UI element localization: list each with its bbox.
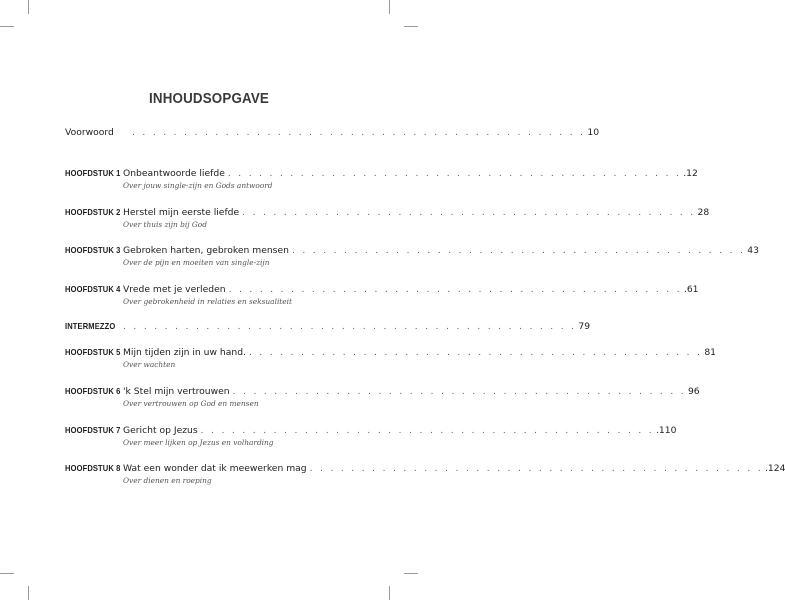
- toc-title: Onbeantwoorde liefde: [123, 168, 225, 179]
- dot-leader: . . . . . . . . . . . . . . . . . . . . . . . . . . . . . . . . . . . . . . . . . . . .: [132, 128, 586, 138]
- dot-leader: . . . . . . . . . . . . . . . . . . . . . . . . . . . . . . . . . . . . . . . . . . . .: [227, 169, 682, 179]
- toc-title: 'k Stel mijn vertrouwen: [123, 386, 230, 397]
- dot-leader: . . . . . . . . . . . . . . . . . . . . . . . . . . . . . . . . . . . . . . . . . . . .: [248, 348, 703, 358]
- toc-subtitle: Over dienen en roeping: [123, 476, 212, 485]
- toc-entry-hoofdstuk-1[interactable]: [65, 167, 698, 191]
- toc-page-number: 10: [587, 127, 600, 138]
- crop-mark: [389, 0, 390, 14]
- toc-subtitle: Over thuis zijn bij God: [123, 220, 207, 229]
- toc-entry-hoofdstuk-8[interactable]: [65, 462, 785, 486]
- toc-subtitle: Over wachten: [123, 360, 176, 369]
- toc-subtitle: Over meer lijken op Jezus en volharding: [123, 438, 274, 447]
- toc-page-number: .124: [764, 463, 785, 474]
- toc-page-number: .12: [683, 168, 698, 179]
- crop-mark: [404, 26, 418, 27]
- toc-page-number: 79: [578, 321, 591, 332]
- toc-title: Gebroken harten, gebroken mensen: [123, 245, 289, 256]
- toc-title: Wat een wonder dat ik meewerken mag: [123, 463, 307, 474]
- toc-title: Gericht op Jezus: [123, 425, 198, 436]
- crop-mark: [404, 573, 418, 574]
- toc-title: Vrede met je verleden: [123, 284, 226, 295]
- toc-entry-hoofdstuk-3[interactable]: [65, 244, 759, 268]
- toc-entry-hoofdstuk-4[interactable]: [65, 283, 699, 307]
- toc-page-number: 81: [704, 347, 717, 358]
- toc-label: HOOFDSTUK 7: [65, 425, 121, 435]
- dot-leader: . . . . . . . . . . . . . . . . . . . . . . . . . . . . . . . . . . . . . . . . . . . .: [232, 387, 686, 397]
- toc-entry-hoofdstuk-6[interactable]: [65, 385, 700, 409]
- toc-label: HOOFDSTUK 1: [65, 168, 121, 178]
- crop-mark: [28, 586, 29, 600]
- dot-leader: . . . . . . . . . . . . . . . . . . . . . . . . . . . . . . . . . . . . . . . . . . . .: [200, 426, 655, 436]
- dot-leader: . . . . . . . . . . . . . . . . . . . . . . . . . . . . . . . . . . . . . . . . . . . .: [242, 208, 696, 218]
- toc-page-number: 28: [697, 207, 710, 218]
- toc-subtitle: Over de pijn en moeiten van single-zijn: [123, 258, 270, 267]
- toc-title: Mijn tijden zijn in uw hand.: [123, 347, 246, 358]
- toc-page-number: .110: [656, 425, 677, 436]
- crop-mark: [0, 573, 14, 574]
- toc-entry-intermezzo[interactable]: [65, 320, 591, 333]
- toc-label: HOOFDSTUK 3: [65, 245, 121, 255]
- toc-label: HOOFDSTUK 6: [65, 386, 121, 396]
- crop-mark: [0, 26, 14, 27]
- toc-subtitle: Over gebrokenheid in relaties en seksualiteit: [123, 297, 292, 306]
- crop-mark: [28, 0, 29, 14]
- toc-page-number: 96: [687, 386, 700, 397]
- dot-leader: . . . . . . . . . . . . . . . . . . . . . . . . . . . . . . . . . . . . . . . . . . . .: [123, 322, 577, 332]
- toc-entry-hoofdstuk-2[interactable]: [65, 206, 710, 230]
- crop-mark: [389, 586, 390, 600]
- toc-label: HOOFDSTUK 4: [65, 284, 121, 294]
- toc-entry-hoofdstuk-7[interactable]: [65, 424, 677, 448]
- page-title: INHOUDSOPGAVE: [148, 91, 270, 107]
- toc-label: HOOFDSTUK 8: [65, 463, 121, 473]
- toc-title: Herstel mijn eerste liefde: [123, 207, 240, 218]
- toc-page-number: 43: [747, 245, 759, 256]
- toc-entry-voorwoord[interactable]: [65, 126, 600, 139]
- dot-leader: . . . . . . . . . . . . . . . . . . . . . . . . . . . . . . . . . . . . . . . . . . . .: [228, 285, 682, 295]
- toc-label: Voorwoord: [65, 127, 114, 138]
- dot-leader: . . . . . . . . . . . . . . . . . . . . . . . . . . . . . . . . . . . . . . . . . . . .: [309, 464, 763, 474]
- toc-entry-hoofdstuk-5[interactable]: [65, 346, 717, 370]
- toc-label: HOOFDSTUK 2: [65, 207, 121, 217]
- toc-label: HOOFDSTUK 5: [65, 347, 121, 357]
- toc-label: INTERMEZZO: [65, 321, 116, 331]
- dot-leader: . . . . . . . . . . . . . . . . . . . . . . . . . . . . . . . . . . . . . . . . . . . .: [291, 246, 746, 256]
- toc-subtitle: Over vertrouwen op God en mensen: [123, 399, 259, 408]
- toc-subtitle: Over jouw single-zijn en Gods antwoord: [123, 181, 273, 190]
- toc-page-number: .61: [683, 284, 699, 295]
